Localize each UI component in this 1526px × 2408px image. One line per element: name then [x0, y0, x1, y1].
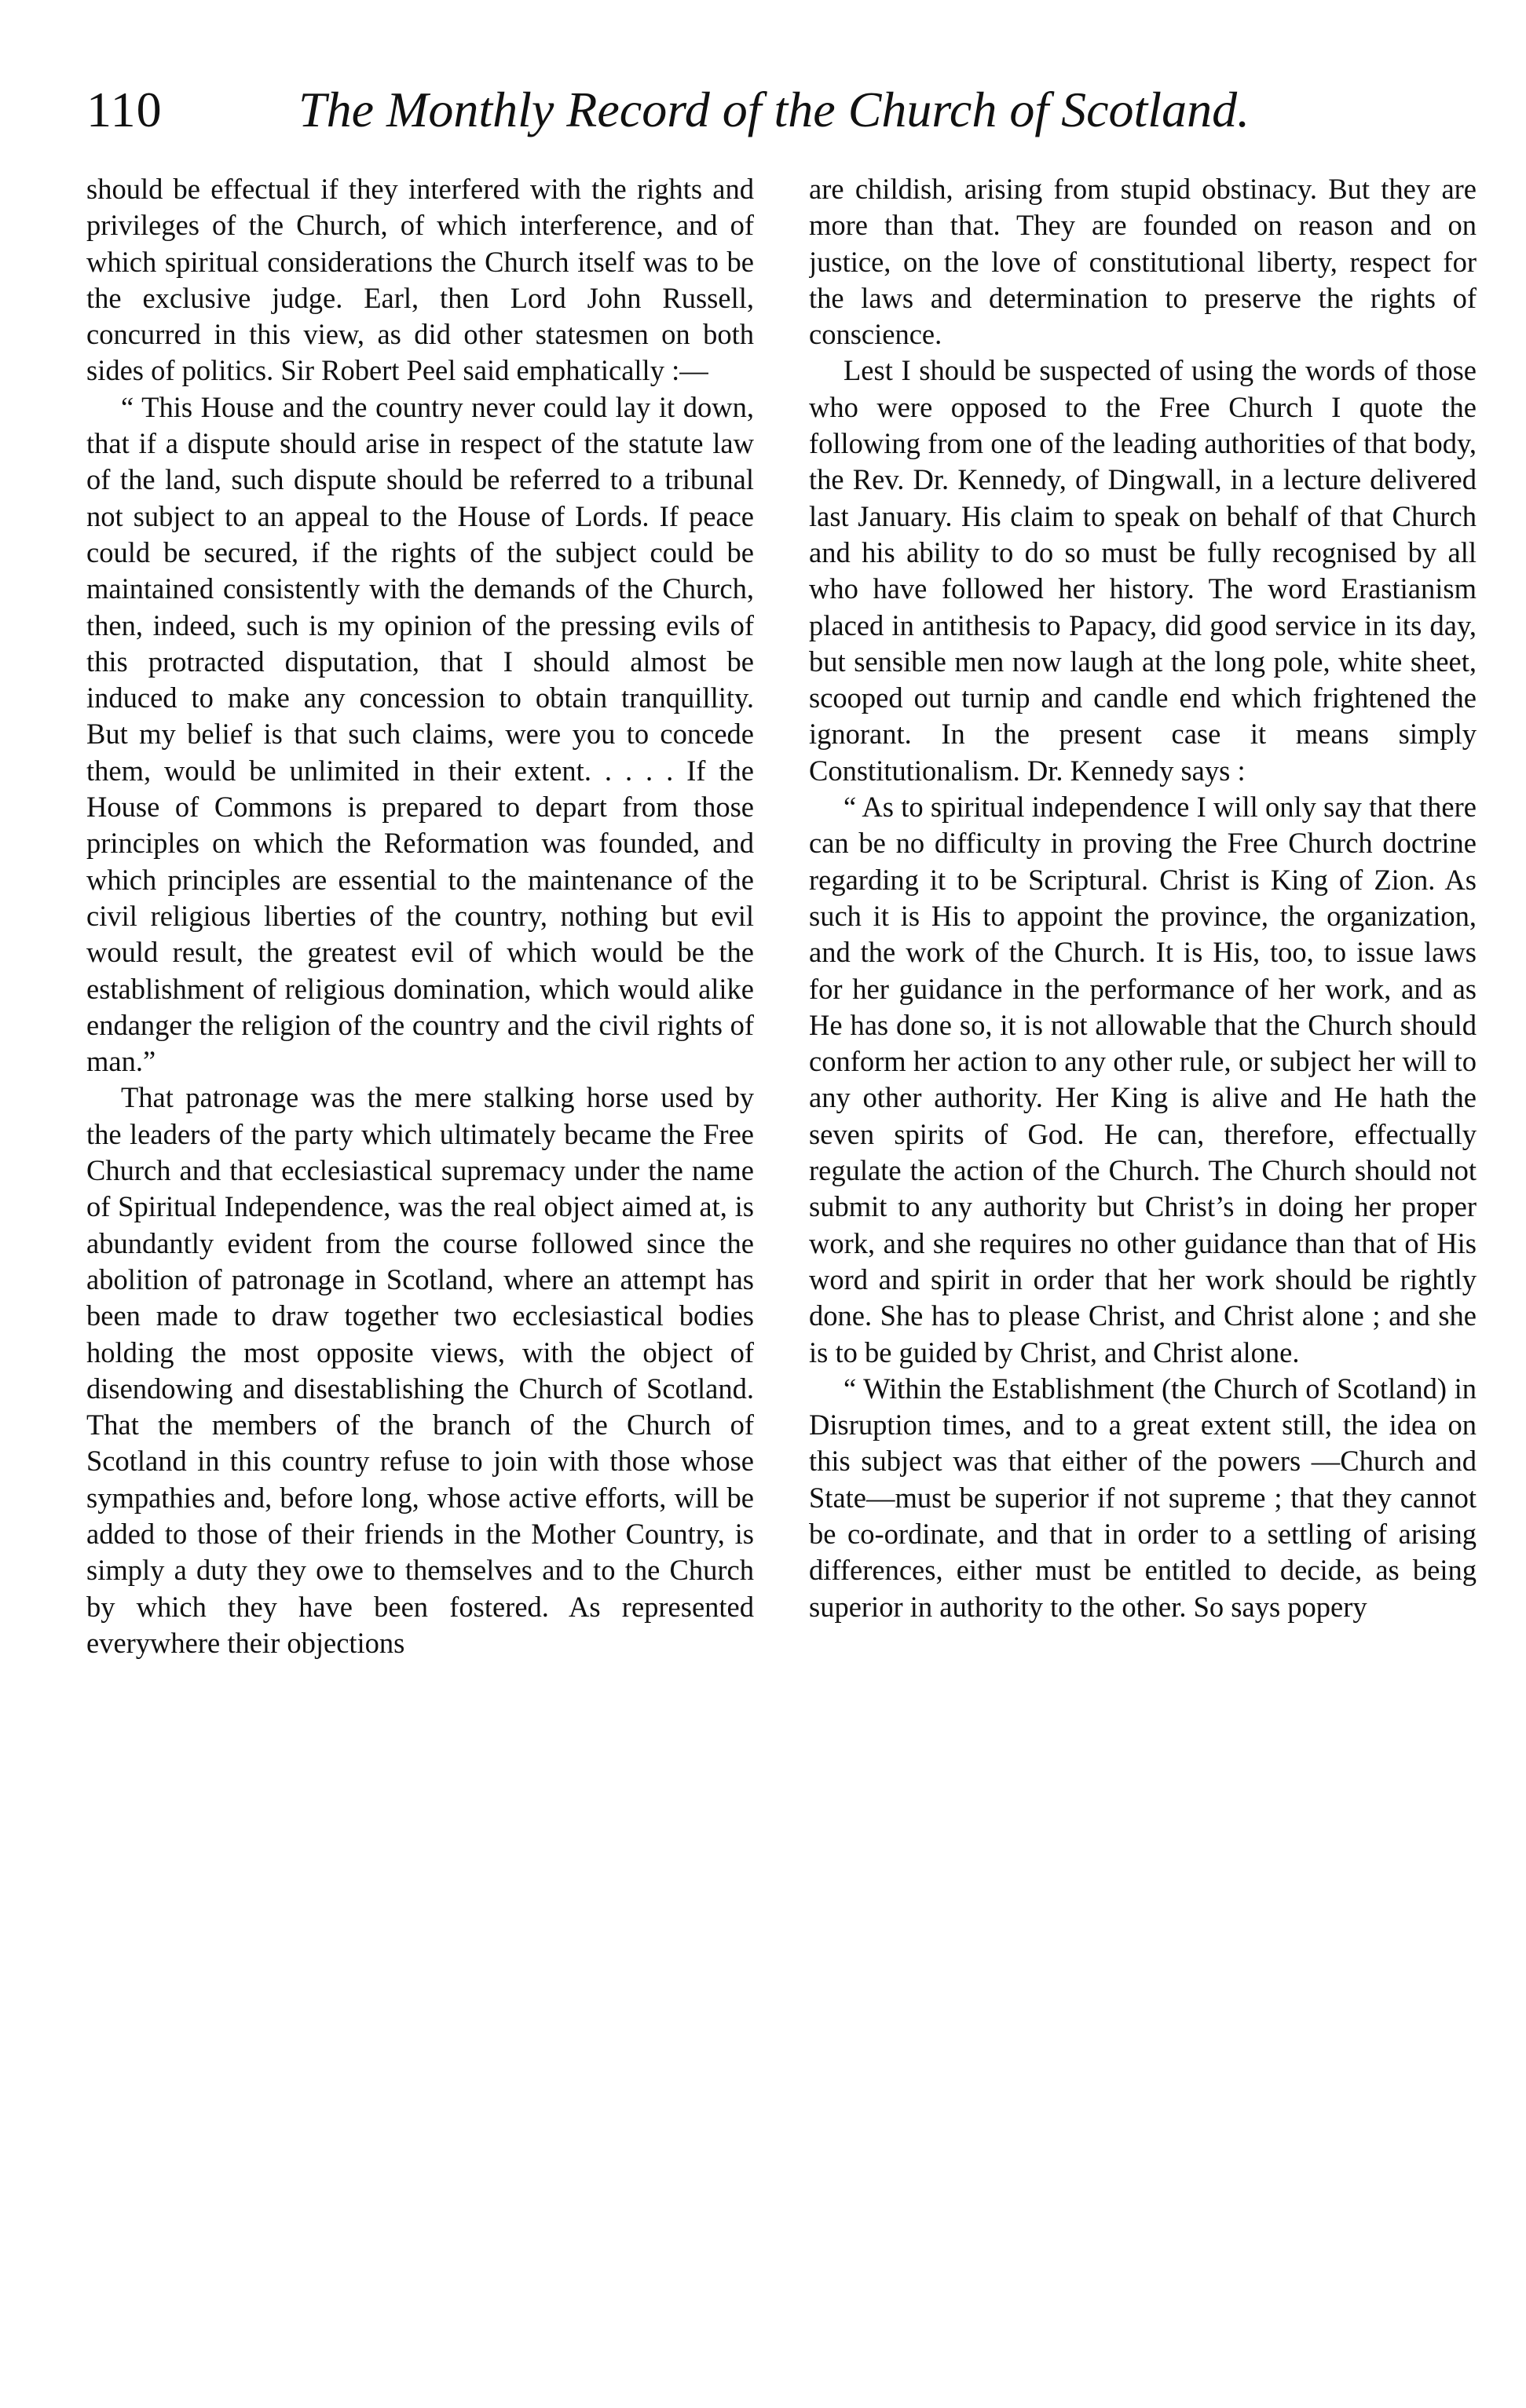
document-page — [86, 79, 1477, 2355]
page-number: 110 — [86, 82, 163, 137]
left-column — [86, 171, 754, 2354]
running-title: The Monthly Record of the Church of Scotland. — [298, 82, 1250, 137]
page-header — [86, 79, 1477, 149]
right-paragraph-1: are childish, arising from stupid obstinacy. But they are more than that. They are founded on reason and on justice, on the love of constitutional liberty, respect for the laws and determination to preserve the rights of conscience. — [809, 173, 1477, 351]
right-paragraph-3-quote-kennedy: “ As to spiritual independence I will only say that there can be no difficulty in proving the Free Church doctrine regarding it to be Scriptural. Christ is King of Zion. As such it is His to appoint the province, the organization, and the work of the Church. It is His, too, to issue laws for her guidance in the performance of her work, and as He has done so, it is not allowable that the Church should conform her action to any other rule, or subject her will to any other authority. Her King is alive and He hath the seven spirits of God. He can, therefore, effectually regulate the action of the Church. The Church should not submit to any authority but Christ’s in doing her proper work, and she requires no other guidance than that of His word and spirit in order that her work should be rightly done. She has to please Christ, and Christ alone ; and she is to be guided by Christ, and Christ alone. — [809, 791, 1477, 1368]
right-paragraph-4-quote-kennedy: “ Within the Establishment (the Church of Scotland) in Disruption times, and to a great extent still, the idea on this subject was that either of the powers —Church and State—must be superior if not supreme ; that they cannot be co-ordinate, and that in order to a settling of arising differences, either must be entitled to decide, as being superior in authority to the other. So says popery — [809, 1372, 1477, 1623]
text-columns — [86, 171, 1477, 2354]
right-paragraph-2: Lest I should be suspected of using the words of those who were opposed to the Free Church I quote the following from one of the leading authorities of that body, the Rev. Dr. Kennedy, of Dingwall, in a lecture delivered last January. His claim to speak on behalf of that Church and his ability to do so must be fully recognised by all who have followed her history. The word Erastianism placed in antithesis to Papacy, did good service in its day, but sensible men now laugh at the long pole, white sheet, scooped out turnip and candle end which frightened the ignorant. In the present case it means simply Constitutionalism. Dr. Kennedy says : — [809, 354, 1477, 787]
left-paragraph-1: should be effectual if they interfered with the rights and privileges of the Church, of which interference, and of which spiritual considerations the Church itself was to be the exclusive judge. Earl, then Lord John Russell, concurred in this view, as did other statesmen on both sides of politics. Sir Robert Peel said emphatically :— — [86, 173, 754, 387]
left-paragraph-2-quote-peel: “ This House and the country never could lay it down, that if a dispute should arise in respect of the statute law of the land, such dispute should be referred to a tribunal not subject to an appeal to the House of Lords. If peace could be secured, if the rights of the subject could be maintained consistently with the demands of the Church, then, indeed, such is my opinion of the pressing evils of this protracted disputation, that I should almost be induced to make any concession to obtain tranquillity. But my belief is that such claims, were you to concede them, would be unlimited in their extent. . . . . If the House of Commons is prepared to depart from those principles on which the Reformation was founded, and which principles are essential to the maintenance of the civil religious liberties of the country, nothing but evil would result, the greatest evil of which would be the establishment of religious domination, which would alike endanger the religion of the country and the civil rights of man.” — [86, 390, 754, 1078]
left-paragraph-3: That patronage was the mere stalking horse used by the leaders of the party which ultimately became the Free Church and that ecclesiastical supremacy under the name of Spiritual Independence, was the real object aimed at, is abundantly evident from the course followed since the abolition of patronage in Scotland, where an attempt has been made to draw together two ecclesiastical bodies holding the most opposite views, with the object of disendowing and disestablishing the Church of Scotland. That the members of the branch of the Church of Scotland in this country refuse to join with those whose sympathies and, before long, whose active efforts, will be added to those of their friends in the Mother Country, is simply a duty they owe to themselves and to the Church by which they have been fostered. As represented everywhere their objections — [86, 1081, 754, 1659]
right-column — [809, 171, 1477, 2354]
